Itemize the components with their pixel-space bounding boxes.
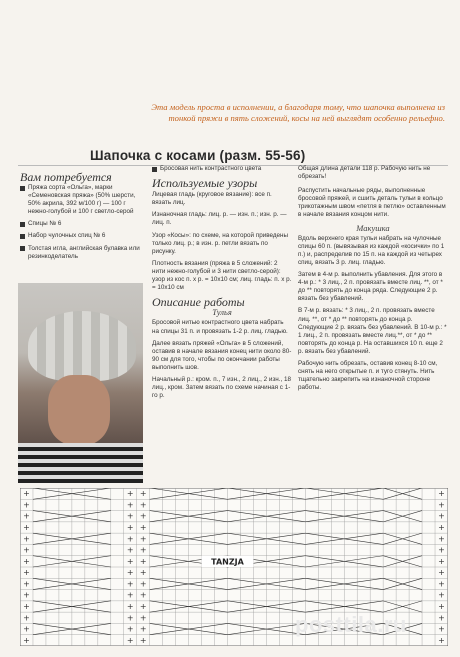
right-column xyxy=(298,165,448,396)
chart-symbol-plus: + xyxy=(438,534,445,544)
material-item: Набор чулочных спиц № 6 xyxy=(20,232,145,240)
chart-symbol-plus: + xyxy=(139,500,147,510)
chart-symbol-plus: + xyxy=(438,568,445,578)
chart-symbol-plus: + xyxy=(139,590,147,600)
top-subheading: Макушка xyxy=(356,222,390,233)
chart-symbol-plus: + xyxy=(438,613,445,623)
chart-symbol-plus: + xyxy=(126,579,134,589)
chart-symbol-plus: + xyxy=(23,522,30,532)
chart-symbol-plus: + xyxy=(126,522,134,532)
chart-symbol-plus: + xyxy=(23,556,30,566)
chart-symbol-plus: + xyxy=(438,511,445,521)
chart-symbol-plus: + xyxy=(23,635,30,645)
page-title: Шапочка с косами (разм. 55-56) xyxy=(90,148,306,163)
right-paragraph: Общая длина детали 118 р. Рабочую нить не обрезать! xyxy=(298,165,431,181)
chart-symbol-plus: + xyxy=(126,556,134,566)
hat-photo xyxy=(18,283,143,483)
chart-symbol-plus: + xyxy=(126,534,134,544)
chart-label: TANZJA xyxy=(211,557,244,567)
chart-symbol-plus: + xyxy=(126,511,134,521)
chart-symbol-plus: + xyxy=(139,624,147,634)
chart-symbol-plus: + xyxy=(438,624,445,634)
materials-list xyxy=(20,184,145,265)
chart-symbol-plus: + xyxy=(23,568,30,578)
top-paragraph: Рабочую нить обрезать, оставив конец 8-10 см, снять на него открытые п. и туго стянуть. Нить тщательно закрепить на изнаночной стороне работы. xyxy=(298,359,438,392)
chart-symbol-plus: + xyxy=(23,534,30,544)
watermark: posttila.ru xyxy=(295,612,407,637)
work-paragraph: Начальный р.: кром. п., 7 изн., 2 лиц., 2 изн., 18 лиц., кром. Затем вязать по схеме начиная с 1-го р. xyxy=(152,375,291,400)
chart-symbol-plus: + xyxy=(126,613,134,623)
intro-text: Эта модель проста в исполнении, а благодаря тому, что шапочка выполнена из тонкой пряжи в пять сложений, косы на ней выглядят особенно рельефно. xyxy=(151,102,445,123)
chart-symbol-plus: + xyxy=(23,545,30,555)
chart-symbol-plus: + xyxy=(139,511,147,521)
chart-symbol-plus: + xyxy=(438,545,445,555)
chart-symbol-plus: + xyxy=(23,624,30,634)
material-item: Толстая игла, английская булавка или резинкоделатель xyxy=(20,245,145,261)
chart-symbol-plus: + xyxy=(139,556,147,566)
chart-symbol-plus: + xyxy=(139,613,147,623)
material-item-extra xyxy=(152,165,292,173)
chart-symbol-plus: + xyxy=(438,522,445,532)
model-face xyxy=(48,375,110,445)
chart-symbol-plus: + xyxy=(126,624,134,634)
chart-symbol-plus: + xyxy=(139,522,147,532)
work-paragraph: Бросовой нитью контрастного цвета набрать на спицы 31 п. и провязать 1-2 р. лиц. гладью. xyxy=(152,319,288,335)
chart-symbol-plus: + xyxy=(23,579,30,589)
chart-symbol-plus: + xyxy=(23,489,30,499)
right-paragraph: Распустить начальные ряды, выполненные бросовой пряжей, и сшить деталь тульи в кольцо трикотажным швом «петля в петлю» оставленным в начале вязания концом нити. xyxy=(298,187,446,219)
chart-symbol-plus: + xyxy=(23,500,30,510)
chart-symbol-plus: + xyxy=(126,635,134,645)
chart-symbol-plus: + xyxy=(438,579,445,589)
pattern-paragraph: Лицевая гладь (круговое вязание): все п. вязать лиц. xyxy=(152,191,272,207)
chart-symbol-plus: + xyxy=(139,635,147,645)
chart-symbol-plus: + xyxy=(23,590,30,600)
chart-symbol-plus: + xyxy=(126,500,134,510)
pattern-paragraph: Изнаночная гладь: лиц. р. — изн. п.; изн. р. — лиц. п. xyxy=(152,211,287,227)
chart-symbol-plus: + xyxy=(139,545,147,555)
chart-symbol-plus: + xyxy=(126,568,134,578)
patterns-heading: Используемые узоры xyxy=(152,176,258,191)
top-paragraph: Затем в 4-м р. выполнить убавления. Для этого в 4-м р.: * 3 лиц., 2 п. провязать вместе лиц. **, от * до ** повторять до конца ряда. Следующие 2 р. вязать без убавлений. xyxy=(298,271,443,303)
material-item: Пряжа сорта «Ольга», марки «Семеновская пряжа» (50% шерсти, 50% акрила, 392 м/100 г) — 100 г нежно-голубой и 100 г светло-серой xyxy=(20,184,145,216)
material-item: Спицы № 6 xyxy=(20,220,145,228)
hat-shape xyxy=(28,311,136,381)
chart-symbol-plus: + xyxy=(23,601,30,611)
materials-heading: Вам потребуется xyxy=(20,170,112,184)
chart-symbol-plus: + xyxy=(23,511,30,521)
chart-symbol-plus: + xyxy=(126,590,134,600)
chart-symbol-plus: + xyxy=(438,601,445,611)
work-paragraph: Далее вязать пряжей «Ольга» в 5 сложений, оставив в начале вязания конец нити около 80-90 см для того, чтобы по окончании работы выполнить шов. xyxy=(152,339,292,371)
chart-symbol-plus: + xyxy=(438,556,445,566)
material-item-text: Бросовая нить контрастного цвета xyxy=(160,165,262,172)
chart-symbol-plus: + xyxy=(438,489,445,499)
chart-symbol-plus: + xyxy=(139,579,147,589)
work-heading: Описание работы xyxy=(152,295,245,310)
chart-symbol-plus: + xyxy=(438,500,445,510)
pattern-paragraph: Плотность вязания (пряжа в 5 сложений: 2 нити нежно-голубой и 3 нити светло-серой): узор из кос п. х р. = 10х10 см; лиц. гладь: п. х р. = 10х10 см xyxy=(152,259,292,292)
patterns-column xyxy=(152,165,292,404)
chart-symbol-plus: + xyxy=(139,534,147,544)
top-paragraph: Вдоль верхнего края тульи набрать на чулочные спицы 60 п. (вывязывая из каждой «косички» по 1 п.) и, распределив по 15 п. на каждой из четырех спиц, вязать 3 р. лиц. гладью. xyxy=(298,234,445,266)
chart-symbol-plus: + xyxy=(139,601,147,611)
chart-symbol-plus: + xyxy=(139,489,147,499)
chart-symbol-plus: + xyxy=(438,590,445,600)
striped-shirt xyxy=(18,443,143,483)
chart-symbol-plus: + xyxy=(126,489,134,499)
pattern-paragraph: Узор «Косы»: по схеме, на которой приведены только лиц. р.; в изн. р. петли вязать по рисунку. xyxy=(152,231,289,255)
work-subheading: Тулья xyxy=(212,307,232,318)
chart-symbol-plus: + xyxy=(438,635,445,645)
chart-symbol-plus: + xyxy=(139,568,147,578)
chart-symbol-plus: + xyxy=(126,601,134,611)
chart-symbol-plus: + xyxy=(23,613,30,623)
chart-symbol-plus: + xyxy=(126,545,134,555)
top-paragraph: В 7-м р. вязать: * 3 лиц., 2 п. провязать вместе лиц. **, от * до ** повторять до конца р. Следующие 2 р. вязать без убавлений. В 10-м р.: * 1 лиц., 2 п. провязать вместе лиц.**, от * до ** повторять до конца р. На оставшихся 10 п. еще 2 р. вязать без убавлений. xyxy=(298,307,447,355)
